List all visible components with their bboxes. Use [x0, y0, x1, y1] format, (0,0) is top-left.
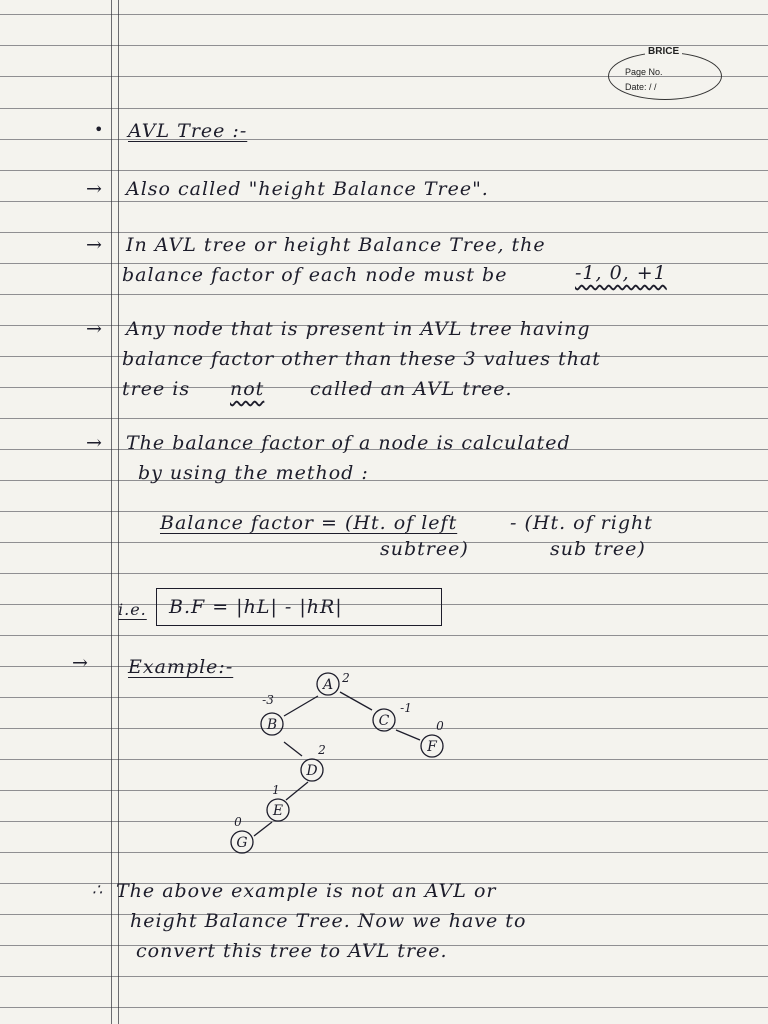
formula-part-d: sub tree) — [550, 538, 646, 560]
arrow-3: → — [86, 318, 103, 340]
bf-b: -3 — [262, 693, 274, 707]
conclusion-line-b: height Balance Tree. Now we have to — [130, 910, 527, 932]
ie-label: i.e. — [118, 600, 147, 619]
arrow-4: → — [86, 432, 103, 454]
note-line-2b: balance factor of each node must be — [122, 264, 508, 286]
bf-g: 0 — [234, 815, 242, 829]
note-line-1: Also called "height Balance Tree". — [126, 178, 489, 200]
formula-box — [156, 588, 442, 626]
node-g: G — [236, 835, 248, 851]
node-c: C — [378, 713, 390, 729]
arrow-1: → — [86, 178, 103, 200]
node-e: E — [272, 803, 284, 819]
arrow-2: → — [86, 234, 103, 256]
balance-values: -1, 0, +1 — [575, 262, 667, 284]
note-line-3c-pre: tree is — [122, 378, 191, 400]
brand-stamp — [608, 46, 722, 100]
page-no-label: Page No. — [625, 67, 663, 77]
note-line-3a: Any node that is present in AVL tree having — [126, 318, 591, 340]
formula-part-c: - (Ht. of right — [510, 512, 653, 534]
node-f: F — [427, 739, 437, 755]
formula-part-a: Balance factor = (Ht. of left — [160, 512, 458, 534]
note-line-4a: The balance factor of a node is calculated — [126, 432, 571, 454]
note-line-3b: balance factor other than these 3 values that — [122, 348, 601, 370]
therefore-symbol: ∴ — [92, 880, 104, 899]
brand-name: BRICE — [645, 46, 682, 57]
margin-line-right — [118, 0, 119, 1024]
margin-line-left — [111, 0, 112, 1024]
edge-a-c — [340, 692, 372, 710]
bf-a: 2 — [342, 671, 350, 685]
edge-a-b — [284, 696, 318, 716]
bf-d: 2 — [318, 743, 326, 757]
node-a: A — [322, 677, 334, 693]
bf-c: -1 — [400, 701, 412, 715]
formula-box-text: B.F = |hL| - |hR| — [169, 596, 343, 618]
edge-b-d — [284, 742, 302, 756]
date-label: Date: / / — [625, 82, 657, 92]
node-d: D — [306, 763, 318, 779]
note-line-2a: In AVL tree or height Balance Tree, the — [126, 234, 546, 256]
conclusion-line-c: convert this tree to AVL tree. — [136, 940, 448, 962]
bf-e: 1 — [272, 783, 280, 797]
formula-part-b: subtree) — [380, 538, 469, 560]
edge-d-e — [286, 782, 308, 800]
note-line-3c-post: called an AVL tree. — [310, 378, 513, 400]
bullet-dot: • — [94, 120, 105, 139]
edge-c-f — [396, 730, 420, 740]
example-tree-diagram — [220, 660, 480, 860]
note-line-4b: by using the method : — [138, 462, 369, 484]
arrow-5: → — [72, 652, 89, 674]
conclusion-line-a: The above example is not an AVL or — [116, 880, 497, 902]
page-heading: AVL Tree :- — [128, 120, 248, 142]
edge-e-g — [254, 822, 272, 836]
note-not: not — [230, 378, 265, 400]
example-label: Example:- — [128, 656, 234, 678]
node-b: B — [266, 717, 278, 733]
bf-f: 0 — [436, 719, 444, 733]
